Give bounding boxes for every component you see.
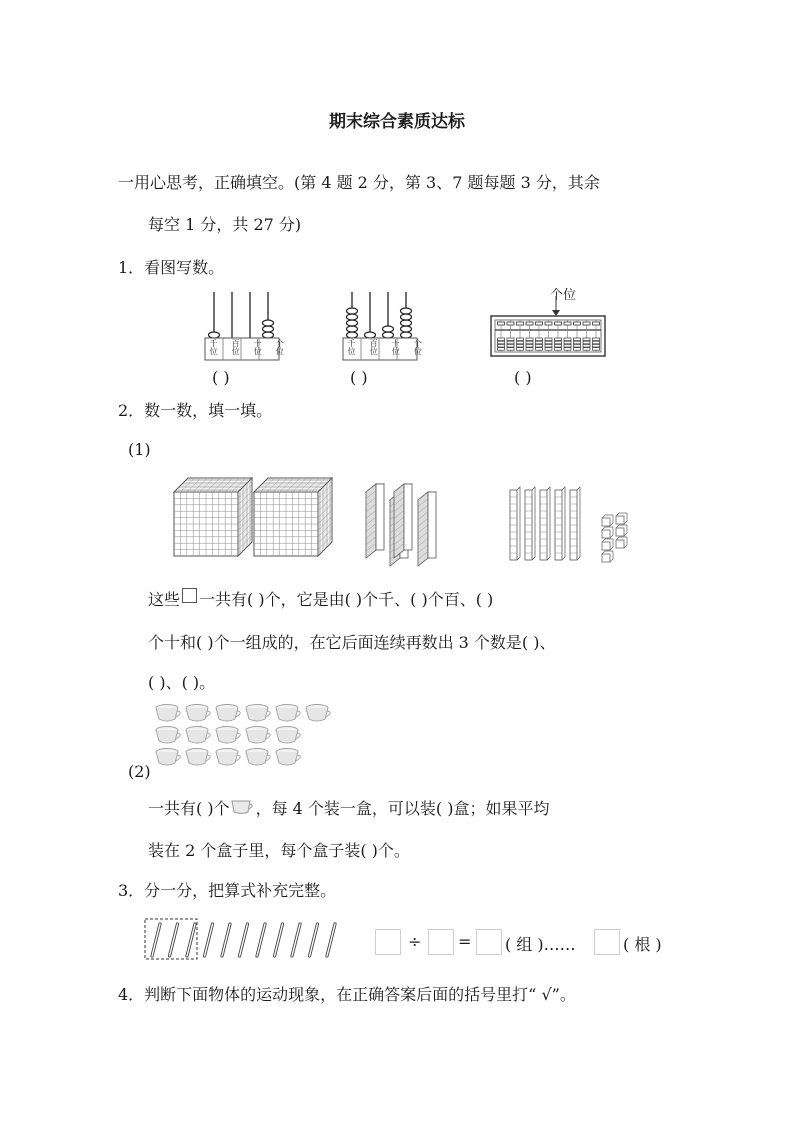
upper-bead (536, 322, 543, 325)
upper-bead (526, 322, 533, 325)
stick-highlight (327, 924, 335, 956)
one-cube (616, 540, 624, 548)
lower-bead (583, 344, 590, 347)
section-intro-line2: 每空 1 分，共 27 分) (148, 215, 302, 234)
upper-bead (574, 322, 581, 325)
lower-bead (574, 341, 581, 344)
upper-bead (545, 322, 552, 325)
lower-bead (583, 338, 590, 341)
cup (156, 749, 180, 766)
one-cube (616, 516, 624, 524)
lower-bead (593, 338, 600, 341)
lower-bead (555, 338, 562, 341)
place-label-tens: 十位 (391, 339, 400, 356)
stick-highlight (170, 924, 178, 956)
stick-highlight (310, 924, 318, 956)
remainder-box[interactable] (594, 929, 620, 955)
unit-groups: ( 组 )…… (505, 935, 576, 954)
upper-bead (555, 322, 562, 325)
base-ten-blocks (170, 478, 640, 568)
upper-bead (498, 322, 505, 325)
q3-label: 3．分一分，把算式补充完整。 (118, 881, 337, 900)
cup (276, 749, 300, 766)
lower-bead (536, 338, 543, 341)
bead (347, 308, 358, 314)
upper-bead (507, 322, 514, 325)
lower-bead (545, 344, 552, 347)
cup (306, 705, 330, 722)
cup (156, 727, 180, 744)
upper-bead (564, 322, 571, 325)
q2-part2-label: (2) (128, 762, 151, 781)
ten-rod-side (577, 487, 580, 560)
q2-part1-line3: ( )、( )。 (148, 673, 216, 692)
bead (401, 332, 412, 338)
quotient-box[interactable] (476, 929, 502, 955)
place-label-ones: 个位 (413, 339, 422, 356)
abacus-ones-label: 个位 (550, 288, 577, 303)
q1-label: 1．看图写数。 (118, 258, 225, 277)
one-cube (602, 542, 610, 550)
bead (365, 332, 376, 338)
cup (246, 727, 270, 744)
lower-bead (536, 344, 543, 347)
lower-bead (517, 344, 524, 347)
lower-bead (564, 338, 571, 341)
equals-sign: = (458, 932, 472, 951)
bead (263, 326, 274, 332)
q2-part1-line1 (148, 587, 493, 610)
lower-bead (507, 338, 514, 341)
lower-bead (498, 338, 505, 341)
lower-bead (564, 344, 571, 347)
lower-bead (517, 338, 524, 341)
hundred-flat-edge (428, 492, 436, 558)
stick-highlight (240, 924, 248, 956)
lower-bead (526, 338, 533, 341)
arrow-head (552, 310, 560, 316)
one-cube (616, 528, 624, 536)
lower-bead (526, 341, 533, 344)
lower-bead (526, 344, 533, 347)
cup (156, 705, 180, 722)
bead (401, 326, 412, 332)
lower-bead (574, 338, 581, 341)
frame1-place-labels (205, 339, 284, 358)
hundred-flat-edge (376, 484, 384, 550)
lower-bead (574, 348, 581, 351)
q1-answer-3: ( ) (514, 368, 532, 387)
lower-bead (593, 341, 600, 344)
place-label-thousands: 千位 (347, 339, 356, 356)
bead (401, 314, 412, 320)
cup (216, 749, 240, 766)
q2-part2-line1 (148, 796, 550, 819)
one-cube (602, 554, 610, 562)
cup (186, 749, 210, 766)
q2-part2-line2: 装在 2 个盒子里，每个盒子装( )个。 (148, 841, 410, 860)
q2-part2-text-b: ，每 4 个装一盒，可以装( )盒；如果平均 (255, 799, 550, 818)
q4-label: 4．判断下面物体的运动现象，在正确答案后面的括号里打“ √”。 (118, 985, 576, 1004)
unit-cube-icon (182, 588, 197, 603)
upper-bead (517, 322, 524, 325)
upper-bead (583, 322, 590, 325)
lower-bead (517, 341, 524, 344)
hundred-flat-edge (404, 484, 412, 550)
ten-rod-side (517, 487, 520, 560)
ten-rod-side (562, 487, 565, 560)
bead (401, 308, 412, 314)
stick-highlight (275, 924, 283, 956)
bead (383, 332, 394, 338)
lower-bead (574, 344, 581, 347)
cup-icon (230, 798, 256, 816)
bead (401, 320, 412, 326)
stick-highlight (205, 924, 213, 956)
q2-part1-label: (1) (128, 440, 151, 459)
q2-part1-line2: 个十和( )个一组成的，在它后面连续再数出 3 个数是( )、 (148, 633, 556, 652)
lower-bead (545, 338, 552, 341)
bead (347, 332, 358, 338)
division-sign: ÷ (408, 932, 422, 951)
bead (263, 332, 274, 338)
stick-highlight (292, 924, 300, 956)
lower-bead (507, 341, 514, 344)
bead (347, 326, 358, 332)
lower-bead (555, 348, 562, 351)
lower-bead (536, 348, 543, 351)
q2-part1-text-a: 这些 (148, 590, 181, 609)
lower-bead (498, 344, 505, 347)
q1-answer-1: ( ) (212, 368, 230, 387)
cups-picture (155, 704, 345, 774)
place-label-hundreds: 百位 (231, 339, 240, 356)
cup (186, 705, 210, 722)
cup (216, 727, 240, 744)
stick-highlight (222, 924, 230, 956)
stick-highlight (257, 924, 265, 956)
lower-bead (555, 344, 562, 347)
cup (186, 727, 210, 744)
section-intro-line1: 一用心思考，正确填空。(第 4 题 2 分，第 3、7 题每题 3 分，其余 (118, 173, 600, 192)
bead (347, 314, 358, 320)
stick-highlight (187, 924, 195, 956)
upper-bead (593, 322, 600, 325)
bead (347, 320, 358, 326)
q1-answer-2: ( ) (350, 368, 368, 387)
place-label-thousands: 千位 (209, 339, 218, 356)
lower-bead (555, 341, 562, 344)
q2-part2-text-a: 一共有( )个 (148, 799, 230, 818)
bead (263, 320, 274, 326)
place-label-hundreds: 百位 (369, 339, 378, 356)
one-cube (602, 530, 610, 538)
lower-bead (564, 341, 571, 344)
cup (216, 705, 240, 722)
lower-bead (517, 348, 524, 351)
ten-rod-side (547, 487, 550, 560)
lower-bead (583, 348, 590, 351)
cup (246, 749, 270, 766)
cup (276, 727, 300, 744)
lower-bead (593, 348, 600, 351)
lower-bead (507, 348, 514, 351)
sticks-picture (144, 918, 374, 962)
one-cube (602, 518, 610, 526)
divisor-box[interactable] (428, 929, 454, 955)
dividend-box[interactable] (375, 929, 401, 955)
abacus (490, 296, 608, 358)
unit-sticks: ( 根 ) (623, 935, 662, 954)
q2-label: 2．数一数，填一填。 (118, 401, 273, 420)
cup (246, 705, 270, 722)
lower-bead (545, 348, 552, 351)
place-label-ones: 个位 (275, 339, 284, 356)
frame2-place-labels (343, 339, 422, 358)
lower-bead (526, 348, 533, 351)
q2-part1-text-b: 一共有( )个，它是由( )个千、( )个百、( ) (199, 590, 494, 609)
lower-bead (583, 341, 590, 344)
ten-rod-side (532, 487, 535, 560)
lower-bead (507, 344, 514, 347)
lower-bead (545, 341, 552, 344)
stick-highlight (152, 924, 160, 956)
lower-bead (498, 341, 505, 344)
place-label-tens: 十位 (253, 339, 262, 356)
bead (209, 332, 220, 338)
bead (383, 326, 394, 332)
cup (276, 705, 300, 722)
lower-bead (536, 341, 543, 344)
lower-bead (564, 348, 571, 351)
lower-bead (498, 348, 505, 351)
lower-bead (593, 344, 600, 347)
page-title: 期末综合素质达标 (329, 112, 465, 132)
